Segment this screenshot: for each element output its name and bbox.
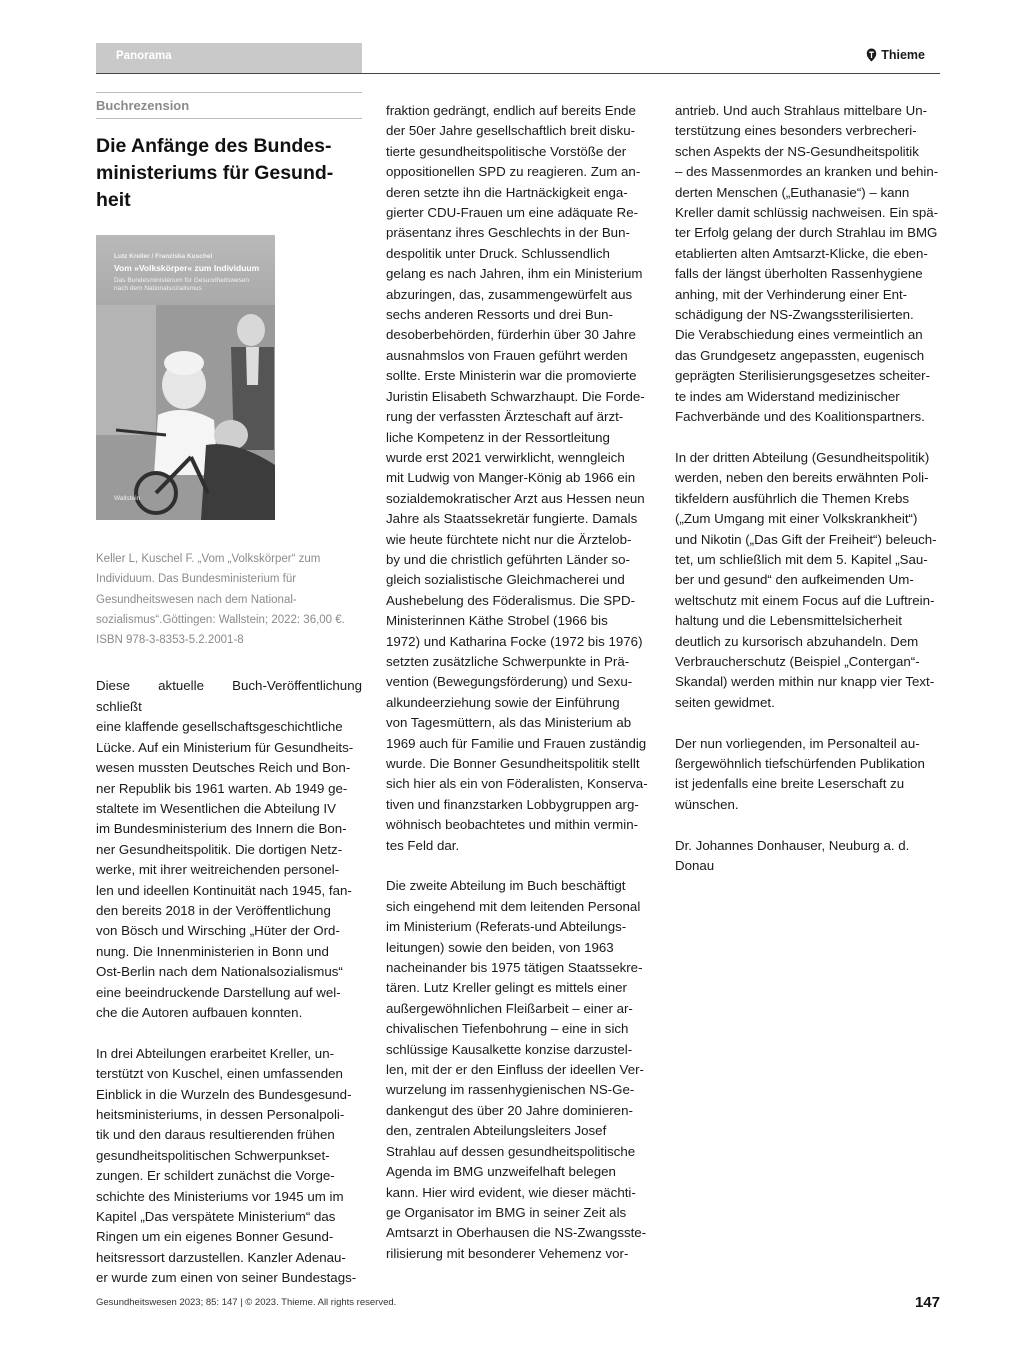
text-line: das Grundgesetz angepassten, eugenisch	[675, 347, 925, 363]
text-line: Kreller damit schlüssig nachweisen. Ein spä-	[675, 205, 939, 221]
text-line: Jahre als Staatssekretär fungierte. Damals	[386, 511, 638, 527]
text-line: ter Erfolg gelang der durch Strahlau im BMG	[675, 225, 938, 241]
cover-subtitle-line: nach dem Nationalsozialismus	[114, 285, 202, 292]
text-line: weltschutz mit einem Focus auf die Luftrein-	[675, 592, 935, 608]
text-line: Donau	[675, 857, 715, 873]
text-line: Amtsarzt in Oberhausen die NS-Zwangsste-	[386, 1225, 647, 1241]
text-line: tiven und finanzstarken Lobbygruppen arg-	[386, 796, 639, 812]
caption-line: Gesundheitswesen nach dem National-	[96, 593, 297, 606]
cover-subtitle-line: Das Bundesministerium für Gesundheitswesen	[114, 277, 250, 284]
text-line: etablierten alten Amtsarzt-Klicke, die eben-	[675, 245, 928, 261]
caption-line: Keller L, Kuschel F. „Vom „Volkskörper“ zum	[96, 553, 321, 565]
paragraph	[96, 676, 362, 1023]
paragraph	[96, 1044, 362, 1289]
text-line: tären. Lutz Kreller gelingt es mittels einer	[386, 980, 627, 996]
text-line: schichte des Ministeriums vor 1945 um im	[96, 1188, 344, 1204]
title-line: heit	[96, 189, 131, 211]
paragraph-gap	[96, 1023, 362, 1043]
text-line: Ministerinnen Käthe Strobel (1966 bis	[386, 613, 608, 629]
text-line: im Bundesministerium des Innern die Bon-	[96, 821, 347, 837]
text-line: staltete im Wesentlichen die Abteilung IV	[96, 800, 336, 816]
cover-publisher: Wallstein	[114, 495, 141, 502]
paragraph	[675, 836, 940, 877]
caption-line: Individuum. Das Bundesministerium für	[96, 573, 297, 586]
text-line: ner Republik bis 1961 warten. Ab 1949 ge-	[96, 780, 348, 796]
section-label: Buchrezension	[96, 98, 190, 113]
book-cover-image	[96, 235, 275, 520]
text-line: Der nun vorliegenden, im Personalteil au-	[675, 735, 920, 751]
text-line: abzuringen, das, zusammengewürfelt aus	[386, 286, 633, 302]
text-line: Skandal) werden mithin nur knapp vier Text-	[675, 674, 935, 690]
text-line: wurzelung im rassenhygienischen NS-Ge-	[386, 1082, 635, 1098]
text-line: antrieb. Und auch Strahlaus mittelbare Un-	[675, 103, 928, 118]
text-line: von Tagesmüttern, als das Ministerium ab	[386, 715, 632, 731]
text-line: sich hier als ein von Föderalisten, Konserva-	[386, 776, 648, 792]
text-line: gelang es nach Jahren, ihm ein Ministerium	[386, 266, 643, 282]
header-rule	[96, 73, 940, 74]
text-line: fraktion gedrängt, endlich auf bereits Ende	[386, 103, 636, 118]
caption-line: ISBN 978-3-8353-5.2.2001-8	[96, 634, 244, 647]
text-line: tierte gesundheitspolitische Vorstöße der	[386, 143, 627, 159]
text-line: kann. Hier wird evident, wie dieser mächti-	[386, 1184, 636, 1200]
text-line: In der dritten Abteilung (Gesundheitspolitik)	[675, 449, 930, 465]
text-line: desoberbehörden, fürderhin über 30 Jahre	[386, 327, 636, 343]
text-line: er wurde zum einen von seiner Bundestags-	[96, 1270, 357, 1286]
paragraph-gap	[675, 428, 940, 448]
text-line: liche Kompetenz in der Ressortleitung	[386, 429, 610, 445]
text-line: len, mit der er den Einfluss der ideellen Ver-	[386, 1062, 644, 1078]
text-line: wurde erst 2021 verwirklicht, wenngleich	[386, 449, 625, 465]
text-line: leitungen) sowie den beiden, von 1963	[386, 939, 614, 955]
text-line: Lücke. Auf ein Ministerium für Gesundheits-	[96, 739, 354, 755]
text-line: sollte. Erste Ministerin war die promovierte	[386, 368, 637, 384]
text-line: wie heute fürchtete nicht nur die Ärztelob-	[386, 531, 632, 547]
text-line: und Nikotin („Das Gift der Freiheit“) beleuch-	[675, 531, 937, 547]
text-line: che die Autoren aufbauen konnten.	[96, 1004, 303, 1020]
text-line: despolitik unter Druck. Schlussendlich	[386, 245, 610, 261]
text-line: den bereits 2018 in der Veröffentlichung	[96, 902, 331, 918]
text-line: Kapitel „Das verspätete Ministerium“ das	[96, 1209, 336, 1225]
article-title	[96, 133, 362, 214]
text-line: heitsressort darzustellen. Kanzler Adenau-	[96, 1249, 346, 1265]
text-line: Verbraucherschutz (Beispiel „Contergan“-	[675, 653, 920, 669]
cover-authors: Lutz Kreller / Franziska Kuschel	[114, 253, 213, 260]
text-line: gleich sozialistische Gleichmacherei und	[386, 572, 625, 588]
text-line: wurde. Die Bonner Gesundheitspolitik stellt	[386, 756, 640, 771]
text-line: heitsministeriums, in dessen Personalpoli-	[96, 1107, 345, 1122]
text-line: chivalischen Tiefenbohrung – eine in sich	[386, 1021, 629, 1037]
text-line: nacheinander bis 1975 tätigen Staatssekre-	[386, 960, 643, 976]
section-name: Panorama	[116, 50, 172, 62]
text-line: („Zum Umgang mit einer Volkskrankheit“)	[675, 511, 918, 527]
text-line: zungen. Er schildert zunächst die Vorge-	[96, 1168, 335, 1184]
text-line: 1969 auch für Familie und Frauen zuständig	[386, 735, 647, 751]
text-line: schädigung der NS-Zwangssterilisierten.	[675, 307, 914, 323]
text-line: Aushebelung des Föderalismus. Die SPD-	[386, 592, 636, 608]
left-column	[96, 92, 362, 1289]
middle-column-text	[386, 101, 651, 1264]
paragraph-gap	[675, 815, 940, 835]
text-line: vention (Bewegungsförderung) und Sexu-	[386, 674, 633, 690]
text-line: den, zentralen Abteilungsleiters Josef	[386, 1123, 607, 1139]
text-line: len und ideellen Kontinuität nach 1945, fan-	[96, 882, 352, 898]
text-line: eine klaffende gesellschaftsgeschichtliche	[96, 719, 343, 735]
text-line: tes Feld dar.	[386, 837, 460, 853]
text-line: sich eingehend mit dem leitenden Personal	[386, 898, 641, 914]
text-line: ner Gesundheitspolitik. Die dortigen Netz-	[96, 841, 343, 857]
text-line: terstützt von Kuschel, einen umfassenden	[96, 1066, 343, 1082]
text-line: ausnahmslos von Frauen geführt werden	[386, 347, 628, 363]
paragraph-gap	[675, 713, 940, 733]
text-line: präsentanz ihres Geschlechts in der Bun-	[386, 225, 630, 241]
text-line: von Bösch und Wirsching „Hüter der Ord-	[96, 923, 340, 939]
text-line: der 50er Jahre gesellschaftlich breit disku-	[386, 123, 636, 139]
footer-citation: Gesundheitswesen 2023; 85: 147 | © 2023. Thieme. All rights reserved.	[96, 1297, 397, 1308]
paragraph	[386, 101, 651, 856]
text-line: by und die christlich geführten Länder so-	[386, 551, 630, 567]
text-line: Die Verabschiedung eines vermeintlich an	[675, 327, 923, 343]
text-line: – des Massenmordes an kranken und behin-	[675, 164, 939, 180]
text-line: tet, um schließlich mit dem 5. Kapitel „Sau-	[675, 551, 928, 567]
paragraph	[675, 448, 940, 713]
section-rule-bottom	[96, 118, 362, 119]
book-citation-caption	[96, 549, 362, 650]
text-line: falls der längst überholten Rassenhygiene	[675, 266, 923, 282]
paragraph	[675, 734, 940, 816]
text-line: werke, mit ihrer weitreichenden personel-	[96, 862, 340, 878]
text-line: wesen mussten Deutsches Reich und Bon-	[96, 760, 351, 776]
text-line: Agenda im BMG unzweifelhaft belegen	[386, 1164, 616, 1180]
text-line: Strahlau auf dessen gesundheitspolitische	[386, 1143, 636, 1159]
text-line: haltung und die Lebensmittelsicherheit	[675, 613, 902, 629]
text-line: werden, neben den bereits erwähnten Poli-	[675, 470, 929, 486]
text-line: dankengut des über 20 Jahre dominieren-	[386, 1102, 633, 1118]
text-line: Ringen um ein eigenes Bonner Gesund-	[96, 1229, 334, 1245]
text-line: wöhnisch beobachtetes und mithin vermin-	[386, 817, 639, 833]
text-line: wünschen.	[675, 796, 739, 812]
text-line: Die zweite Abteilung im Buch beschäftigt	[386, 878, 626, 894]
text-line: sechs anderen Ressorts und drei Bun-	[386, 307, 613, 323]
text-line: Diese aktuelle Buch-Veröffentlichung schließt	[96, 678, 362, 714]
text-line: In drei Abteilungen erarbeitet Kreller, un-	[96, 1045, 335, 1061]
paragraph	[675, 101, 940, 428]
brand-name: Thieme	[881, 48, 925, 62]
text-line: rung der verfassten Ärzteschaft auf ärzt-	[386, 409, 624, 425]
text-line: schlüssige Kausalkette konzise darzustel-	[386, 1041, 633, 1057]
text-line: seiten gewidmet.	[675, 694, 775, 710]
text-line: derten Menschen („Euthanasie“) – kann	[675, 184, 910, 200]
text-line: te indes am Widerstand medizinischer	[675, 388, 900, 404]
text-line: Ost-Berlin nach dem Nationalsozialismus“	[96, 964, 343, 980]
text-line: ge Organisator im BMG in seiner Zeit als	[386, 1204, 627, 1220]
text-line: ber und gesund“ den aufkeimenden Um-	[675, 572, 914, 588]
text-line: mit Ludwig von Manger-König ab 1966 ein	[386, 470, 636, 486]
text-line: rilisierung mit besonderer Vehemenz vor-	[386, 1245, 629, 1261]
left-column-text	[96, 676, 362, 1288]
text-line: schen Aspekts der NS-Gesundheitspolitik	[675, 143, 919, 159]
thieme-logo-icon	[866, 48, 877, 62]
text-line: alkundeerziehung sowie der Einführung	[386, 694, 620, 710]
page-number: 147	[914, 1294, 940, 1311]
text-line: nung. Die Innenministerien in Bonn und	[96, 943, 329, 959]
text-line: Juristin Elisabeth Schwarzhaupt. Die Forde-	[386, 388, 645, 404]
publisher-brand	[866, 48, 925, 62]
text-line: im Ministerium (Referats-und Abteilungs-	[386, 919, 627, 935]
text-line: setzten zusätzliche Schwerpunkte in Prä-	[386, 653, 630, 669]
cover-subtitle	[114, 277, 264, 293]
middle-column	[386, 101, 651, 1264]
caption-line: sozialismus“.Göttingen: Wallstein; 2022: 36,00 €.	[96, 613, 345, 626]
text-line: deutlich zu kursorisch abzuhandeln. Dem	[675, 633, 919, 649]
text-line: anhing, mit der Verhinderung einer Ent-	[675, 286, 908, 302]
text-line: Einblick in die Wurzeln des Bundesgesund-	[96, 1086, 352, 1102]
text-line: 1972) und Katharina Focke (1972 bis 1976)	[386, 633, 643, 649]
text-line: tik und den daraus resultierenden frühen	[96, 1127, 335, 1143]
text-line: außergewöhnlichen Fleißarbeit – einer ar-	[386, 1000, 633, 1016]
right-column-text	[675, 101, 940, 876]
text-line: deren setzte ihn die Hartnäckigkeit enga-	[386, 184, 628, 200]
cover-title: Vom »Volkskörper« zum Individuum	[114, 263, 260, 273]
section-header-bar	[96, 43, 362, 73]
text-line: sozialdemokratischer Arzt aus Hessen neun	[386, 490, 645, 506]
text-line: tikfeldern ausführlich die Themen Krebs	[675, 490, 910, 506]
text-line: oppositionellen SPD zu reagieren. Zum an-	[386, 164, 641, 180]
text-line: Fachverbände und des Koalitionspartners.	[675, 409, 925, 425]
paragraph-gap	[386, 856, 651, 876]
text-line: gierter CDU-Frauen um eine adäquate Re-	[386, 205, 639, 221]
text-line: terstützung eines besonders verbrecheri-	[675, 123, 917, 139]
text-line: gesundheitspolitischen Schwerpunkset-	[96, 1147, 330, 1163]
right-column	[675, 101, 940, 876]
text-line: ßergewöhnlich tiefschürfenden Publikation	[675, 755, 925, 771]
text-line: eine beeindruckende Darstellung auf wel-	[96, 984, 341, 1000]
text-line: Dr. Johannes Donhauser, Neuburg a. d.	[675, 837, 910, 853]
title-line: Die Anfänge des Bundes-	[96, 135, 332, 157]
title-line: ministeriums für Gesund-	[96, 162, 334, 184]
text-line: ist jedenfalls eine breite Leserschaft zu	[675, 776, 905, 792]
text-line: geprägten Sterilisierungsgesetzes scheiter-	[675, 368, 930, 384]
paragraph	[386, 876, 651, 1264]
